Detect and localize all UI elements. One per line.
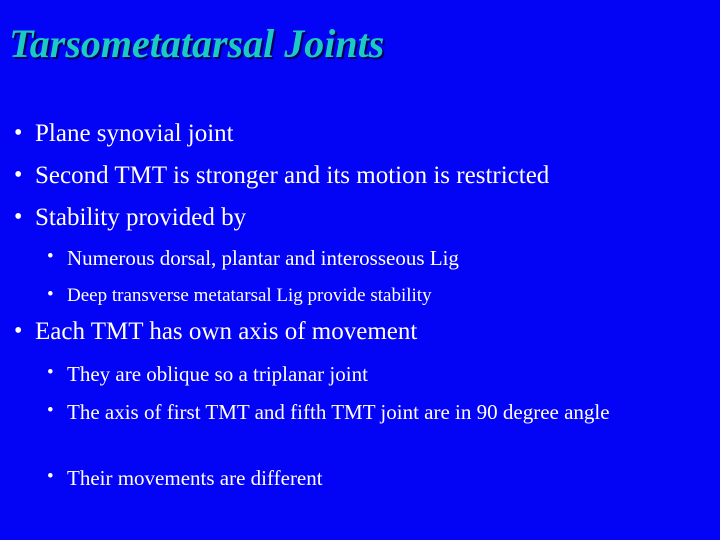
bullet-icon: •: [14, 204, 23, 230]
bullet-icon: •: [14, 162, 23, 188]
sub-bullet-text: Numerous dorsal, plantar and interosseous Lig: [67, 246, 459, 270]
bullet-icon: •: [14, 120, 23, 146]
sub-bullet-text: Deep transverse metatarsal Lig provide stability: [67, 285, 432, 306]
sub-bullet-text: The axis of first TMT and fifth TMT joint are in 90 degree angle: [67, 400, 610, 424]
bullet-icon: •: [47, 246, 54, 267]
bullet-icon: •: [47, 284, 54, 305]
bullet-text: Stability provided by: [35, 204, 247, 231]
bullet-text: Second TMT is stronger and its motion is restricted: [35, 162, 550, 189]
slide-title: Tarsometatarsal Joints: [9, 21, 385, 66]
bullet-text: Each TMT has own axis of movement: [35, 318, 418, 345]
bullet-icon: •: [14, 318, 23, 344]
bullet-icon: •: [47, 400, 54, 421]
sub-bullet-text: Their movements are different: [67, 466, 323, 490]
sub-bullet-text: They are oblique so a triplanar joint: [67, 362, 368, 386]
bullet-icon: •: [47, 466, 54, 487]
bullet-icon: •: [47, 362, 54, 383]
bullet-text: Plane synovial joint: [35, 120, 234, 147]
